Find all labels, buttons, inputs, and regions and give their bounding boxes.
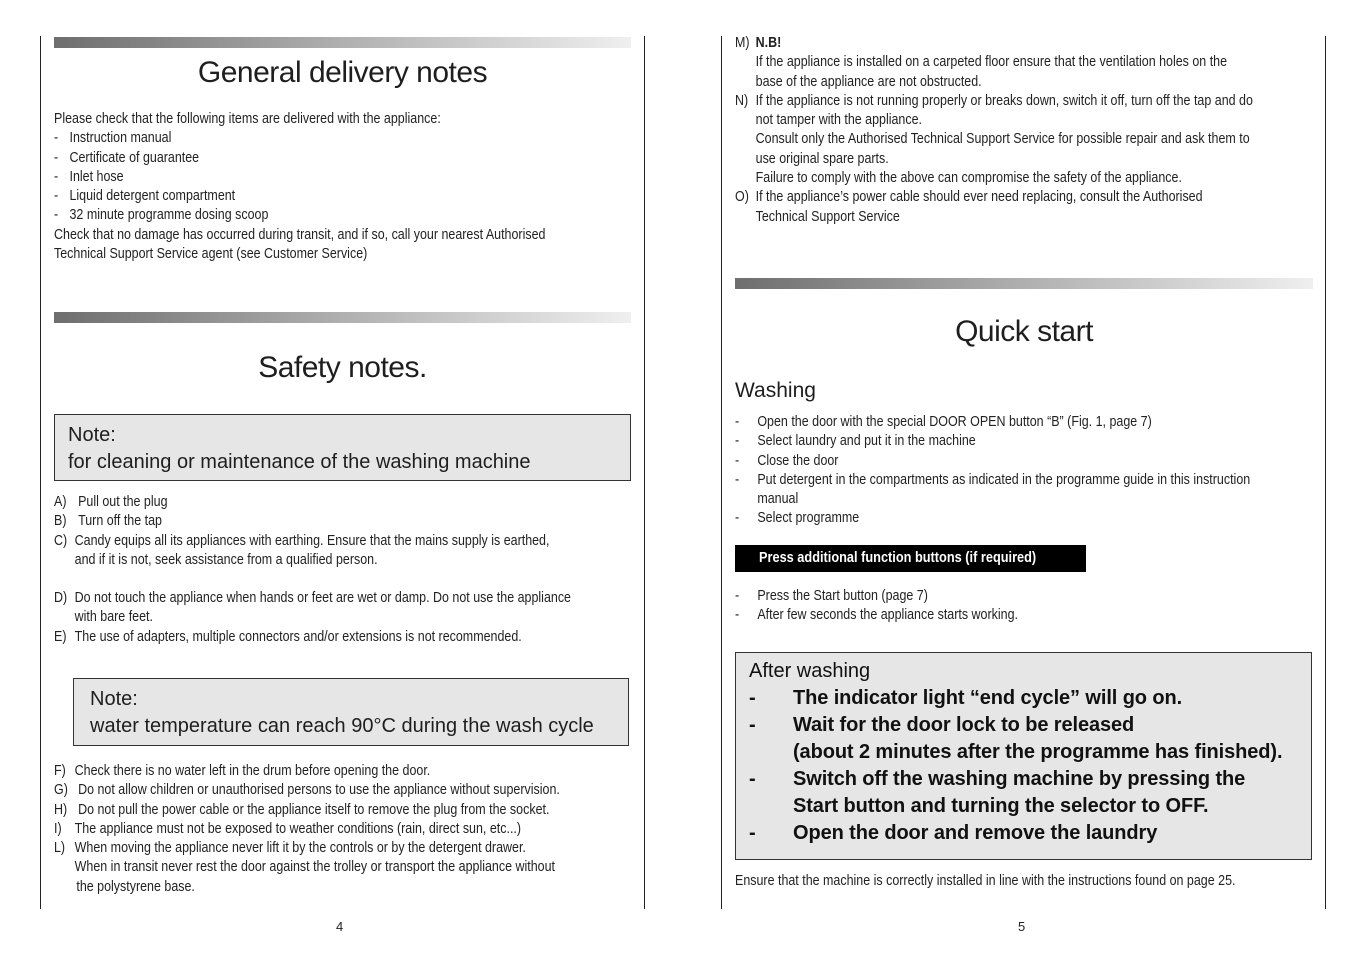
washing-step: - Select programme [735,510,860,527]
safety-item-m-cont: base of the appliance are not obstructed. [755,73,982,90]
delivery-line: Check that no damage has occurred during transit, and if so, call your nearest Authorised [54,226,546,243]
delivery-line: Please check that the following items are delivered with the appliance: [54,111,441,127]
washing-step: - Close the door [735,452,839,469]
safety-item-n-cont: Failure to comply with the above can compromise the safety of the appliance. [755,170,1182,187]
safety-list-3 [54,762,560,897]
safety-item-c: C) Candy equips all its appliances with earthing. Ensure that the mains supply is earthed, [54,532,550,549]
delivery-item: - 32 minute programme dosing scoop [54,207,269,224]
safety-item-g: G) Do not allow children or unauthorised persons to use the appliance without supervision. [54,782,560,799]
washing-step: - Press the Start button (page 7) [735,588,928,604]
note-label: Note: [68,424,116,446]
safety-item-a: A) Pull out the plug [54,494,168,510]
safety-item-l-cont: When in transit never rest the door against the trolley or transport the appliance without [74,859,556,876]
left-page-border-left [40,36,41,909]
footer-note-line: Ensure that the machine is correctly installed in line with the instructions found on page 25. [735,873,1236,889]
safety-item-e: E) The use of adapters, multiple connectors and/or extensions is not recommended. [54,628,522,645]
safety-item-l-cont: the polystyrene base. [76,878,195,895]
safety-item-l: L) When moving the appliance never lift it by the controls or by the detergent drawer. [54,840,526,857]
safety-item-i: I) The appliance must not be exposed to weather conditions (rain, direct sun, etc...) [54,820,522,837]
safety-item-b: B) Turn off the tap [54,513,162,530]
washing-step: - After few seconds the appliance starts working. [735,607,1018,624]
safety-item-c-cont: and if it is not, seek assistance from a qualified person. [74,551,378,568]
safety-item-n-cont: use original spare parts. [755,150,889,167]
washing-steps [735,413,1250,529]
delivery-item: - Instruction manual [54,130,172,147]
additional-functions-bar: Press additional function buttons (if required) [735,545,1086,572]
after-washing-item-cont: (about 2 minutes after the programme has finished). [793,741,1283,763]
left-page-border-right [644,36,645,909]
safety-item-o-cont: Technical Support Service [755,208,900,225]
delivery-text [54,110,545,264]
after-washing-item-cont: Start button and turning the selector to OFF. [793,795,1209,817]
washing-step: - Select laundry and put it in the machine [735,433,976,450]
delivery-title: General delivery notes [197,56,488,89]
safety-item-n-cont: not tamper with the appliance. [755,112,923,129]
safety-item-d-cont: with bare feet. [74,609,153,626]
delivery-line: Technical Support Service agent (see Customer Service) [54,246,368,263]
page-number-left: 4 [336,919,344,934]
washing-step-cont: manual [757,491,799,508]
safety-list-2 [54,589,571,647]
after-washing-box [735,652,1312,860]
safety-item-n-cont: Consult only the Authorised Technical Support Service for possible repair and ask them to [755,131,1250,148]
safety-item-m-cont: If the appliance is installed on a carpeted floor ensure that the ventilation holes on the [755,54,1228,71]
delivery-item: - Certificate of guarantee [54,149,200,166]
quick-start-title: Quick start [955,315,1093,348]
after-washing-item: - The indicator light “end cycle” will go on. [749,687,1183,709]
washing-step: - Open the door with the special DOOR OPEN button “B” (Fig. 1, page 7) [735,414,1152,430]
after-washing-item: - Open the door and remove the laundry [749,822,1158,844]
page-number-right: 5 [1018,919,1026,934]
note-text: for cleaning or maintenance of the washing machine [68,451,531,473]
safety-item-m: M) N.B! [735,35,782,51]
safety-item-h: H) Do not pull the power cable or the appliance itself to remove the plug from the socket. [54,801,550,818]
washing-step: - Put detergent in the compartments as indicated in the programme guide in this instruction [735,471,1251,488]
quick-start-header-bar [735,278,1313,289]
washing-steps-2 [735,587,1018,626]
safety-item-d: D) Do not touch the appliance when hands or feet are wet or damp. Do not use the appliance [54,590,571,606]
safety-title: Safety notes. [258,351,427,384]
delivery-item: - Inlet hose [54,168,124,185]
note-label: Note: [90,688,138,710]
safety-header-bar [54,312,631,323]
washing-heading: Washing [735,379,816,402]
safety-list-4 [735,34,1253,227]
safety-item-n: N) If the appliance is not running properly or breaks down, switch it off, turn off the tap and do [735,92,1253,109]
temperature-note-box [73,678,629,746]
after-washing-title: After washing [749,660,871,682]
right-page-border-left [721,36,722,909]
cleaning-note-box [54,414,631,481]
after-washing-item: - Switch off the washing machine by pressing the [749,768,1246,790]
note-text: water temperature can reach 90°C during the wash cycle [90,715,594,737]
installation-footer-note [735,872,1235,891]
safety-item-o: O) If the appliance’s power cable should ever need replacing, consult the Authorised [735,189,1203,206]
right-page-border-right [1325,36,1326,909]
delivery-item: - Liquid detergent compartment [54,188,236,205]
after-washing-item: - Wait for the door lock to be released [749,714,1135,736]
safety-item-f: F) Check there is no water left in the drum before opening the door. [54,763,431,779]
safety-list-1 [54,493,549,570]
delivery-header-bar [54,37,631,48]
